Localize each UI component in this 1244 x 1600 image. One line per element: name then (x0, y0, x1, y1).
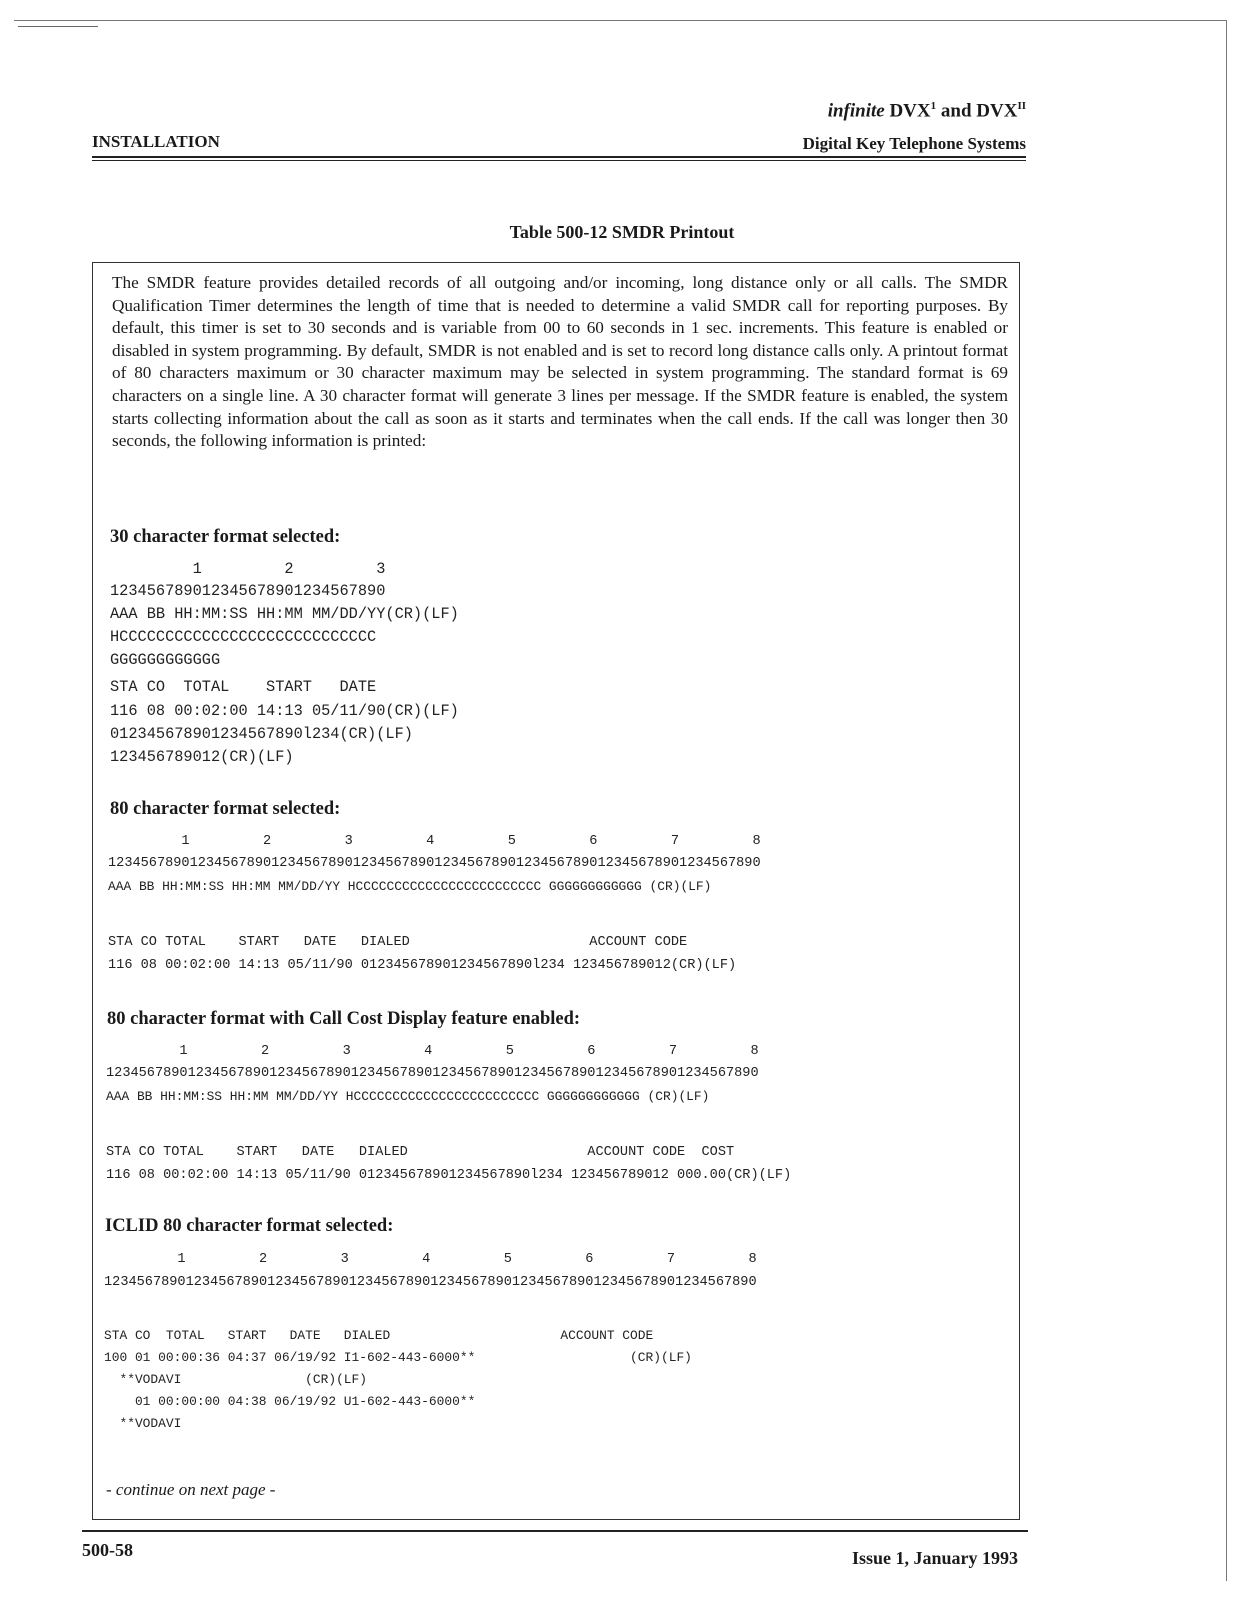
section-30-tens: 1 2 3 (110, 560, 386, 578)
section-iclid-row1: 100 01 00:00:36 04:37 06/19/92 I1-602-443-6000** (CR)(LF) (104, 1350, 692, 1365)
section-80cost-column-header: STA CO TOTAL START DATE DIALED ACCOUNT CODE COST (106, 1145, 735, 1160)
brand-italic: infinite (827, 100, 885, 122)
sup-two: II (1017, 100, 1026, 112)
section-30-format-line2: HCCCCCCCCCCCCCCCCCCCCCCCCCCCC (110, 628, 377, 646)
issue-date: Issue 1, January 1993 (851, 1548, 1018, 1568)
product-title (828, 100, 1026, 122)
table-title: Table 500-12 SMDR Printout (509, 222, 735, 242)
product-subtitle: Digital Key Telephone Systems (802, 134, 1026, 153)
footer-rule (82, 1530, 1028, 1532)
section-label: INSTALLATION (92, 132, 220, 151)
section-80cost-format: AAA BB HH:MM:SS HH:MM MM/DD/YY HCCCCCCCCCCCCCCCCCCCCCCCC GGGGGGGGGGGG (CR)(LF) (106, 1089, 710, 1104)
section-iclid-row3: 01 00:00:00 04:38 06/19/92 U1-602-443-6000** (104, 1394, 476, 1409)
corner-mark (18, 26, 98, 27)
section-iclid-row2: **VODAVI (CR)(LF) (104, 1372, 368, 1387)
section-80-title: 80 character format selected: (110, 799, 341, 819)
sup-one: 1 (930, 100, 937, 112)
section-30-example-line2: 012345678901234567890l234(CR)(LF) (110, 725, 413, 743)
section-iclid-tens: 1 2 3 4 5 6 7 8 (104, 1252, 757, 1267)
continue-note: - continue on next page - (106, 1480, 276, 1499)
section-80-example: 116 08 00:02:00 14:13 05/11/90 012345678901234567890l234 123456789012(CR)(LF) (108, 958, 737, 973)
section-30-title: 30 character format selected: (110, 527, 341, 547)
section-iclid-row4: **VODAVI (104, 1416, 182, 1431)
section-iclid-title: ICLID 80 character format selected: (105, 1216, 394, 1236)
section-30-column-header: STA CO TOTAL START DATE (110, 678, 377, 696)
section-80cost-scale: 12345678901234567890123456789012345678901234567890123456789012345678901234567890 (106, 1066, 759, 1081)
intro-paragraph: The SMDR feature provides detailed records of all outgoing and/or incoming, long distance only or all calls. The SMDR Qualification Timer determines the length of time that is needed to determine a valid SMDR call for reporting purposes. By default, this timer is set to 30 seconds and is variable from 00 to 60 seconds in 1 sec. increments. This feature is enabled or disabled in system programming. By default, SMDR is not enabled and is set to record long distance calls only. A printout format of 80 characters maximum or 30 character maximum may be selected in system programming. The standard format is 69 characters on a single line. A 30 character format will generate 3 lines per message. If the SMDR feature is enabled, the system starts collecting information about the call as soon as it starts and terminates when the call ends. If the call was longer then 30 seconds, the following information is printed: (112, 273, 1008, 451)
section-iclid-column-header: STA CO TOTAL START DATE DIALED ACCOUNT CODE (104, 1328, 654, 1343)
page-number: 500-58 (82, 1540, 133, 1560)
brand-and: and DVX (940, 100, 1018, 122)
section-30-scale: 123456789012345678901234567890 (110, 582, 386, 600)
section-iclid-scale: 12345678901234567890123456789012345678901234567890123456789012345678901234567890 (104, 1275, 757, 1290)
section-80-scale: 12345678901234567890123456789012345678901234567890123456789012345678901234567890 (108, 856, 761, 871)
section-80-tens: 1 2 3 4 5 6 7 8 (108, 834, 761, 849)
section-30-example-line1: 116 08 00:02:00 14:13 05/11/90(CR)(LF) (110, 702, 459, 720)
section-80cost-tens: 1 2 3 4 5 6 7 8 (106, 1044, 759, 1059)
section-80cost-title: 80 character format with Call Cost Display feature enabled: (107, 1009, 581, 1029)
section-80-format: AAA BB HH:MM:SS HH:MM MM/DD/YY HCCCCCCCCCCCCCCCCCCCCCCCC GGGGGGGGGGGG (CR)(LF) (108, 879, 712, 894)
section-80-column-header: STA CO TOTAL START DATE DIALED ACCOUNT CODE (108, 935, 688, 950)
brand-dvx: DVX (889, 100, 931, 122)
section-30-example-line3: 123456789012(CR)(LF) (110, 748, 294, 766)
header-rule-thin (92, 160, 1026, 161)
header-rule (92, 156, 1026, 158)
section-80cost-example: 116 08 00:02:00 14:13 05/11/90 012345678901234567890l234 123456789012 000.00(CR)(LF) (106, 1168, 792, 1183)
section-30-format-line1: AAA BB HH:MM:SS HH:MM MM/DD/YY(CR)(LF) (110, 605, 459, 623)
section-30-format-line3: GGGGGGGGGGGG (110, 651, 221, 669)
